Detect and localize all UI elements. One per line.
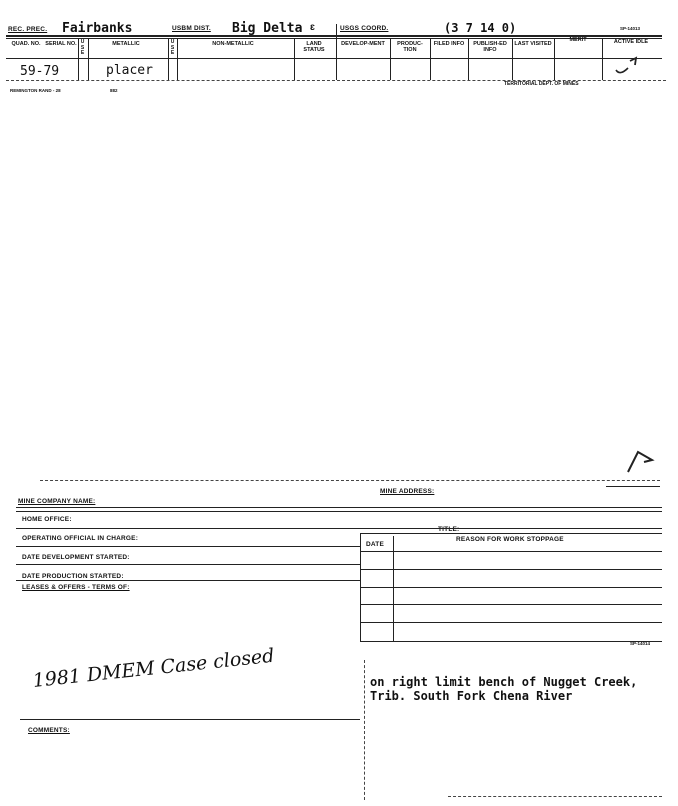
col-development: DEVELOP-MENT	[341, 41, 385, 47]
reason-column-header: REASON FOR WORK STOPPAGE	[456, 536, 564, 543]
usgs-coord-label: USGS COORD.	[340, 25, 389, 32]
col-filed-info: FILED INFO	[433, 41, 465, 47]
usbm-dist-label: USBM DIST.	[172, 25, 211, 32]
col-use-1: U S E	[80, 39, 85, 56]
col-serial-no: SERIAL NO.	[45, 41, 77, 47]
location-line-2: Trib. South Fork Chena River	[370, 689, 573, 703]
mine-address-label: MINE ADDRESS:	[380, 488, 435, 495]
handwritten-note: 1981 DMEM Case closed	[31, 644, 276, 692]
rec-prec-label: REC. PREC.	[8, 26, 48, 33]
col-use-2: U S E	[170, 39, 175, 56]
printer-code: 882	[110, 88, 118, 93]
col-quad-no: QUAD. NO.	[11, 41, 41, 47]
mine-company-name-label: MINE COMPANY NAME:	[18, 498, 96, 505]
printer-label: REMINGTON RAND - 28	[10, 88, 61, 93]
usgs-coord-value: (3 7 14 0)	[444, 21, 517, 35]
location-line-1: on right limit bench of Nugget Creek,	[370, 675, 638, 689]
rec-prec-value: Fairbanks	[62, 21, 133, 36]
comments-label: COMMENTS:	[28, 727, 70, 734]
col-production: PRODUC-TION	[397, 41, 423, 54]
corner-mark-icon	[622, 446, 662, 476]
mark-icon: ɛ	[310, 22, 315, 33]
usbm-dist-value: Big Delta	[232, 21, 303, 36]
col-merit: MERIT	[569, 37, 587, 43]
title-label: TITLE:	[438, 526, 460, 533]
date-column-header: DATE	[366, 541, 385, 548]
operating-official-label: OPERATING OFFICIAL IN CHARGE:	[22, 535, 139, 542]
form-number-top: SP-14013	[620, 26, 641, 31]
col-non-metallic: NON-METALLIC	[212, 41, 254, 47]
metallic-value: placer	[106, 63, 153, 78]
leases-label: LEASES & OFFERS - TERMS OF:	[22, 584, 130, 591]
col-published-info: PUBLISH-ED INFO	[473, 41, 507, 54]
date-development-label: DATE DEVELOPMENT STARTED:	[22, 554, 130, 561]
date-production-label: DATE PRODUCTION STARTED:	[22, 573, 124, 580]
quad-serial-value: 59-79	[20, 64, 60, 79]
checkmark-icon	[606, 56, 646, 80]
department-label: TERRITORIAL DEPT. OF MINES	[504, 81, 579, 87]
col-land-status: LAND STATUS	[303, 41, 325, 54]
form-number-bottom: SP-14014	[630, 641, 651, 646]
col-active-idle: ACTIVE IDLE	[613, 39, 649, 45]
home-office-label: HOME OFFICE:	[22, 516, 72, 523]
col-last-visited: LAST VISITED	[514, 41, 552, 47]
col-metallic: METALLIC	[112, 41, 140, 47]
